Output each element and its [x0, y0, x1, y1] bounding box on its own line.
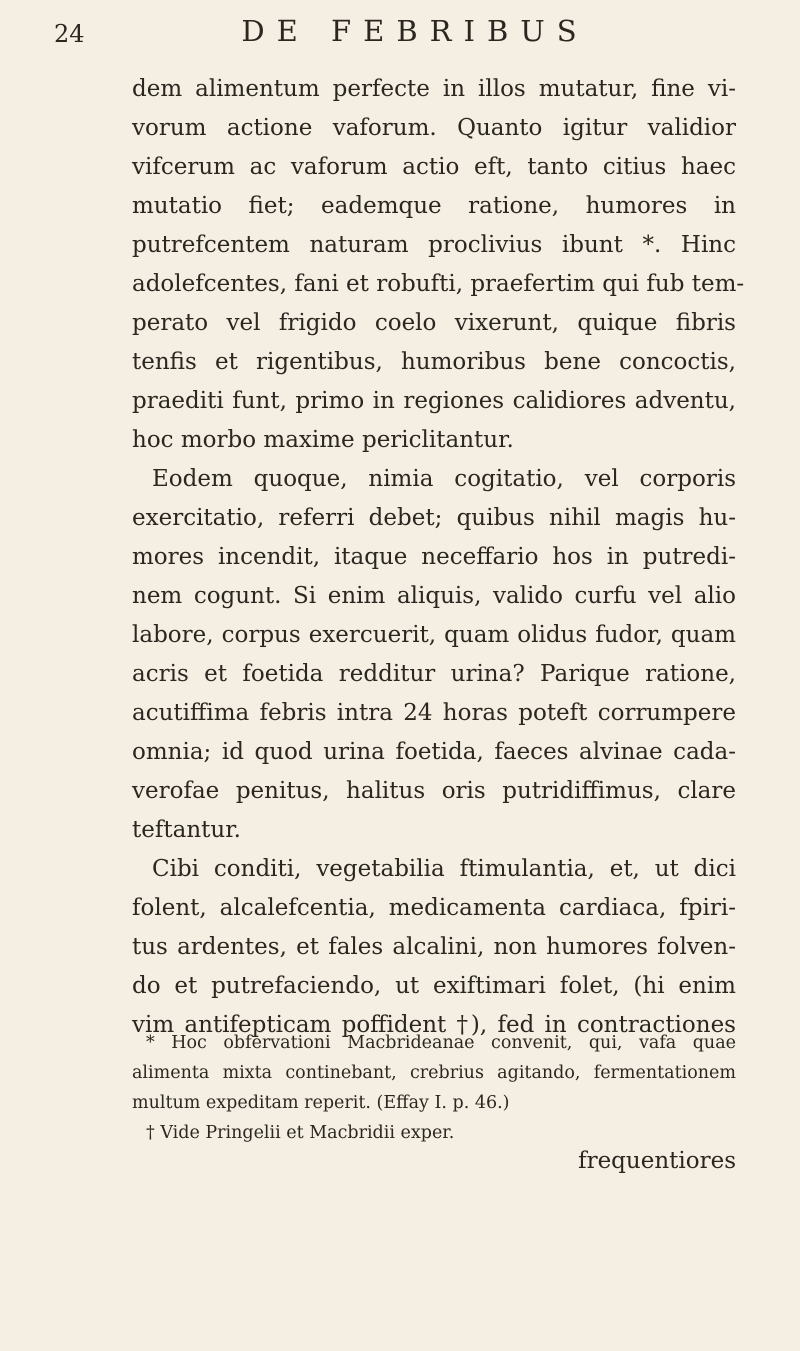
page-number: 24: [54, 20, 85, 48]
text-line: perato vel frigido coelo vixerunt, quique fibris: [132, 310, 736, 336]
text-line: hoc morbo maxime periclitantur.: [132, 427, 514, 453]
text-line: acutiffima febris intra 24 horas poteft corrumpere: [132, 700, 736, 726]
text-line: putrefcentem naturam proclivius ibunt *. Hinc: [132, 232, 736, 258]
text-line: acris et foetida redditur urina? Parique ratione,: [132, 661, 736, 687]
text-line: praediti funt, primo in regiones calidiores adventu,: [132, 388, 736, 414]
footnotes: [132, 1028, 736, 1148]
text-line: vorum actione vaforum. Quanto igitur validior: [132, 115, 736, 141]
page-header: [50, 12, 770, 52]
text-line: teftantur.: [132, 817, 241, 843]
text-line: adolefcentes, fani et robufti, praefertim qui fub tem-: [132, 271, 745, 297]
body-text: [132, 70, 745, 1045]
text-line: vifcerum ac vaforum actio eft, tanto citius haec: [132, 154, 736, 180]
text-line: folent, alcalefcentia, medicamenta cardiaca, fpiri-: [132, 895, 736, 921]
text-line: tenfis et rigentibus, humoribus bene concoctis,: [132, 349, 736, 375]
text-line: dem alimentum perfecte in illos mutatur, fine vi-: [132, 76, 736, 102]
running-title: DE FEBRIBUS: [241, 14, 589, 48]
paragraph-start-line: Eodem quoque, nimia cogitatio, vel corporis: [152, 466, 736, 492]
text-line: exercitatio, referri debet; quibus nihil magis hu-: [132, 505, 736, 531]
footnote-line: * Hoc obfervationi Macbrideanae convenit, qui, vafa quae: [146, 1033, 736, 1053]
text-line: do et putrefaciendo, ut exiftimari folet, (hi enim: [132, 973, 736, 999]
text-line: tus ardentes, et fales alcalini, non humores folven-: [132, 934, 736, 960]
text-line: mutatio fiet; eademque ratione, humores in: [132, 193, 736, 219]
text-line: omnia; id quod urina foetida, faeces alvinae cada-: [132, 739, 736, 765]
footnote-line: † Vide Pringelii et Macbridii exper.: [146, 1123, 455, 1143]
footnote-line: alimenta mixta continebant, crebrius agitando, fermentationem: [132, 1063, 736, 1083]
text-line: verofae penitus, halitus oris putridiffimus, clare: [132, 778, 736, 804]
text-line: labore, corpus exercuerit, quam olidus fudor, quam: [132, 622, 736, 648]
paragraph-start-line: Cibi conditi, vegetabilia ftimulantia, et, ut dici: [152, 856, 736, 882]
text-line: nem cogunt. Si enim aliquis, valido curfu vel alio: [132, 583, 736, 609]
catchword: frequentiores: [578, 1148, 736, 1174]
text-line: vim antifepticam poffident †), fed in contractiones: [132, 1012, 736, 1038]
text-line: mores incendit, itaque neceffario hos in putredi-: [132, 544, 736, 570]
footnote-line: multum expeditam reperit. (Effay I. p. 46.): [132, 1093, 510, 1113]
